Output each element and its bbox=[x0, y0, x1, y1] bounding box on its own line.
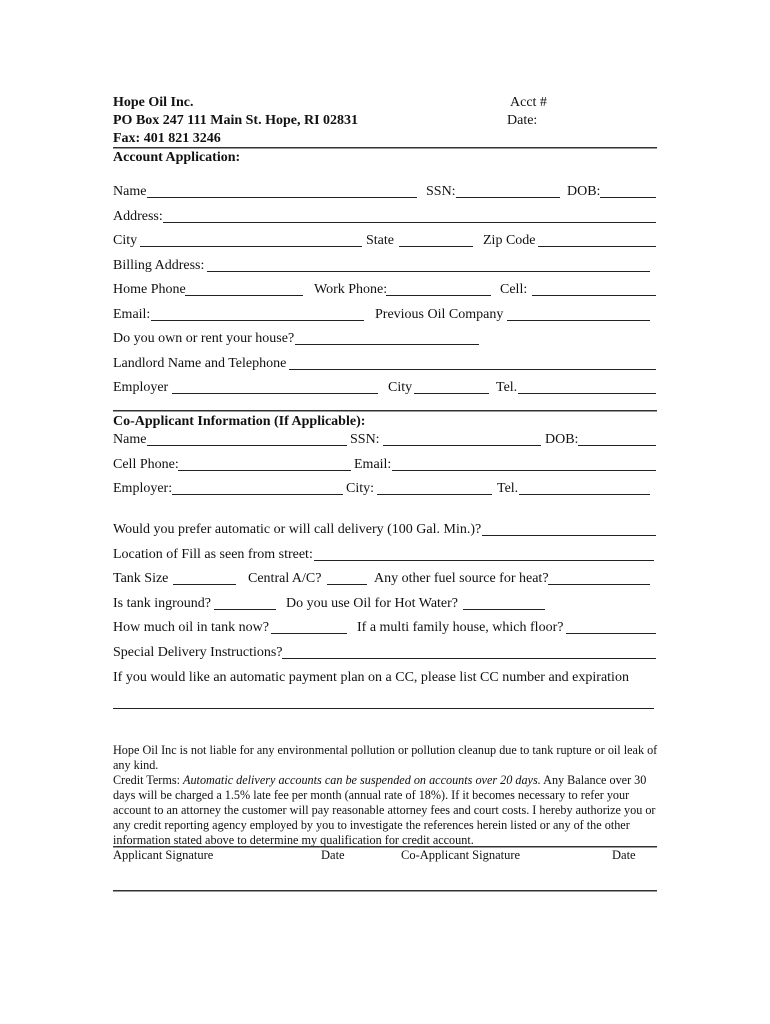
work-phone-label: Work Phone: bbox=[314, 282, 388, 297]
state-label: State bbox=[366, 233, 394, 248]
other-fuel-field[interactable] bbox=[548, 584, 650, 585]
city-field[interactable] bbox=[140, 246, 362, 247]
work-phone-field[interactable] bbox=[386, 295, 491, 296]
credit-terms-italic: Automatic delivery accounts can be suspended on accounts over 20 days. bbox=[183, 773, 541, 787]
landlord-label: Landlord Name and Telephone bbox=[113, 356, 287, 371]
oil-in-tank-field[interactable] bbox=[271, 633, 347, 634]
cc-plan-label: If you would like an automatic payment plan on a CC, please list CC number and expiration bbox=[113, 670, 629, 685]
company-fax: Fax: 401 821 3246 bbox=[113, 131, 221, 146]
co-city-field[interactable] bbox=[377, 494, 492, 495]
bottom-divider bbox=[113, 890, 657, 892]
employer-field[interactable] bbox=[172, 393, 378, 394]
co-ssn-label: SSN: bbox=[350, 432, 380, 447]
auto-or-call-field[interactable] bbox=[482, 535, 656, 536]
liability-text: Hope Oil Inc is not liable for any environmental pollution or pollution cleanup due to tank rupture or oil leak of any kind. bbox=[113, 743, 658, 772]
central-ac-field[interactable] bbox=[327, 584, 367, 585]
multi-family-field[interactable] bbox=[566, 633, 656, 634]
central-ac-label: Central A/C? bbox=[248, 571, 322, 586]
address-label: Address: bbox=[113, 209, 163, 224]
ssn-field[interactable] bbox=[456, 197, 560, 198]
co-cell-label: Cell Phone: bbox=[113, 457, 179, 472]
zip-field[interactable] bbox=[538, 246, 656, 247]
address-field[interactable] bbox=[163, 222, 656, 223]
credit-terms-text bbox=[113, 773, 658, 848]
other-fuel-label: Any other fuel source for heat? bbox=[374, 571, 549, 586]
city-label: City bbox=[113, 233, 138, 248]
dob-field[interactable] bbox=[600, 197, 656, 198]
company-name: Hope Oil Inc. bbox=[113, 95, 194, 110]
header-divider bbox=[113, 147, 657, 149]
cell-field[interactable] bbox=[532, 295, 656, 296]
co-cell-field[interactable] bbox=[178, 470, 351, 471]
co-applicant-signature-label: Co-Applicant Signature bbox=[401, 848, 521, 862]
oil-in-tank-label: How much oil in tank now? bbox=[113, 620, 269, 635]
section-divider bbox=[113, 410, 657, 412]
state-field[interactable] bbox=[399, 246, 473, 247]
co-applicant-date-label: Date bbox=[612, 848, 636, 862]
hot-water-field[interactable] bbox=[463, 609, 545, 610]
co-city-label: City: bbox=[346, 481, 375, 496]
zip-label: Zip Code bbox=[483, 233, 536, 248]
company-address: PO Box 247 111 Main St. Hope, RI 02831 bbox=[113, 113, 359, 128]
credit-terms-label: Credit Terms: bbox=[113, 773, 180, 787]
prev-oil-label: Previous Oil Company bbox=[375, 307, 504, 322]
home-phone-field[interactable] bbox=[185, 295, 303, 296]
cc-plan-field[interactable] bbox=[113, 708, 654, 709]
fill-location-label: Location of Fill as seen from street: bbox=[113, 547, 313, 562]
co-employer-field[interactable] bbox=[172, 494, 343, 495]
ssn-label: SSN: bbox=[426, 184, 456, 199]
special-instructions-label: Special Delivery Instructions? bbox=[113, 645, 283, 660]
employer-tel-label: Tel. bbox=[496, 380, 518, 395]
home-phone-label: Home Phone bbox=[113, 282, 186, 297]
email-label: Email: bbox=[113, 307, 151, 322]
co-applicant-heading: Co-Applicant Information (If Applicable): bbox=[113, 414, 366, 429]
tank-inground-label: Is tank inground? bbox=[113, 596, 211, 611]
co-name-label: Name bbox=[113, 432, 147, 447]
cell-label: Cell: bbox=[500, 282, 528, 297]
special-instructions-field[interactable] bbox=[282, 658, 656, 659]
name-label: Name bbox=[113, 184, 147, 199]
applicant-date-label: Date bbox=[321, 848, 345, 862]
auto-or-call-label: Would you prefer automatic or will call delivery (100 Gal. Min.)? bbox=[113, 522, 482, 537]
name-field[interactable] bbox=[147, 197, 417, 198]
employer-label: Employer bbox=[113, 380, 169, 395]
applicant-signature-label: Applicant Signature bbox=[113, 848, 214, 862]
employer-city-label: City bbox=[388, 380, 413, 395]
own-rent-field[interactable] bbox=[295, 344, 479, 345]
employer-tel-field[interactable] bbox=[518, 393, 656, 394]
co-tel-label: Tel. bbox=[497, 481, 519, 496]
billing-label: Billing Address: bbox=[113, 258, 205, 273]
co-name-field[interactable] bbox=[147, 445, 347, 446]
employer-city-field[interactable] bbox=[414, 393, 489, 394]
date-label: Date: bbox=[507, 113, 538, 128]
tank-size-label: Tank Size bbox=[113, 571, 169, 586]
prev-oil-field[interactable] bbox=[507, 320, 650, 321]
co-ssn-field[interactable] bbox=[383, 445, 541, 446]
dob-label: DOB: bbox=[567, 184, 601, 199]
billing-field[interactable] bbox=[207, 271, 650, 272]
co-email-label: Email: bbox=[354, 457, 392, 472]
hot-water-label: Do you use Oil for Hot Water? bbox=[286, 596, 459, 611]
landlord-field[interactable] bbox=[289, 369, 656, 370]
page-title: Account Application: bbox=[113, 150, 241, 165]
email-field[interactable] bbox=[151, 320, 364, 321]
own-rent-label: Do you own or rent your house? bbox=[113, 331, 295, 346]
co-employer-label: Employer: bbox=[113, 481, 173, 496]
acct-label: Acct # bbox=[510, 95, 547, 110]
fill-location-field[interactable] bbox=[314, 560, 654, 561]
tank-inground-field[interactable] bbox=[214, 609, 276, 610]
co-dob-label: DOB: bbox=[545, 432, 579, 447]
co-tel-field[interactable] bbox=[519, 494, 650, 495]
multi-family-label: If a multi family house, which floor? bbox=[357, 620, 564, 635]
co-email-field[interactable] bbox=[392, 470, 656, 471]
credit-terms-body: Any Balance over 30 days will be charged a 1.5% late fee per month (annual rate of 18%). If it becomes necessary to refer your account to an attorney the customer will pay reasonable attorney fees and court costs. I hereby authorize you or any credit reporting agency employed by you to investigate the references herein listed or any of the other information stated above to determine my qualification for credit account. bbox=[113, 773, 656, 847]
tank-size-field[interactable] bbox=[173, 584, 236, 585]
co-dob-field[interactable] bbox=[578, 445, 656, 446]
